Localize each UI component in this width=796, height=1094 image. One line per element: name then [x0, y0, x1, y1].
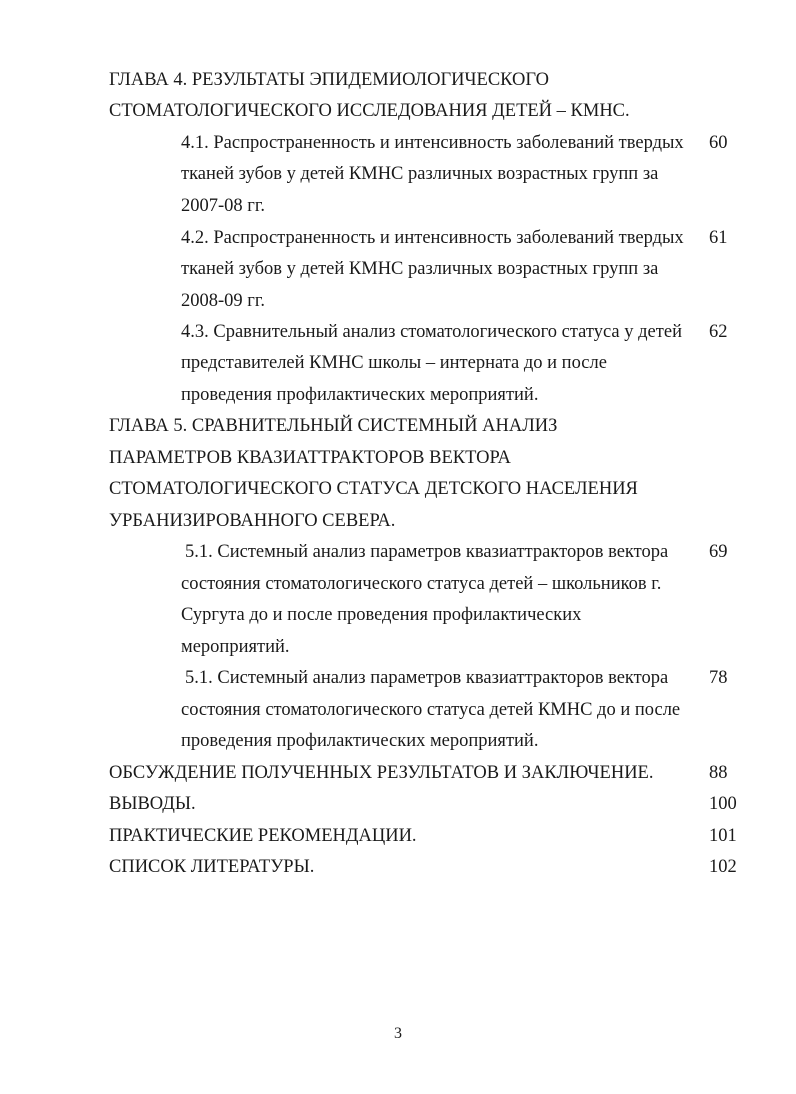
section-5-1b-line-3: проведения профилактических мероприятий.	[181, 731, 539, 751]
section-4-3-line-2: представителей КМНС школы – интерната до и после	[181, 353, 607, 373]
section-4-1-line-2: тканей зубов у детей КМНС различных возрастных групп за	[181, 164, 659, 184]
toc-conclusions: ВЫВОДЫ.	[109, 794, 196, 814]
section-5-1a-page: 69	[709, 542, 728, 562]
section-4-1-page: 60	[709, 133, 728, 153]
chapter-5-title-line-4: УРБАНИЗИРОВАННОГО СЕВЕРА.	[109, 511, 396, 531]
toc-references: СПИСОК ЛИТЕРАТУРЫ.	[109, 857, 315, 877]
toc-conclusions-page: 100	[709, 794, 737, 814]
chapter-4-title-line-2: СТОМАТОЛОГИЧЕСКОГО ИССЛЕДОВАНИЯ ДЕТЕЙ – КМНС.	[109, 101, 630, 121]
section-4-3-line-1: 4.3. Сравнительный анализ стоматологического статуса у детей	[181, 322, 682, 342]
section-4-1-line-1: 4.1. Распространенность и интенсивность заболеваний твердых	[181, 133, 684, 153]
section-4-2-page: 61	[709, 228, 728, 248]
section-4-2-line-1: 4.2. Распространенность и интенсивность заболеваний твердых	[181, 228, 684, 248]
toc-discussion: ОБСУЖДЕНИЕ ПОЛУЧЕННЫХ РЕЗУЛЬТАТОВ И ЗАКЛЮЧЕНИЕ.	[109, 763, 654, 783]
page-number: 3	[394, 1025, 402, 1042]
toc-discussion-page: 88	[709, 763, 728, 783]
section-4-1-line-3: 2007-08 гг.	[181, 196, 265, 216]
chapter-4-title-line-1: ГЛАВА 4. РЕЗУЛЬТАТЫ ЭПИДЕМИОЛОГИЧЕСКОГО	[109, 70, 550, 90]
section-4-3-line-3: проведения профилактических мероприятий.	[181, 385, 539, 405]
section-4-2-line-3: 2008-09 гг.	[181, 291, 265, 311]
section-5-1a-line-3: Сургута до и после проведения профилактических	[181, 605, 582, 625]
section-5-1a-line-1: 5.1. Системный анализ параметров квазиаттракторов вектора	[185, 542, 669, 562]
toc-recommendations: ПРАКТИЧЕСКИЕ РЕКОМЕНДАЦИИ.	[109, 826, 417, 846]
chapter-5-title-line-3: СТОМАТОЛОГИЧЕСКОГО СТАТУСА ДЕТСКОГО НАСЕЛЕНИЯ	[109, 479, 638, 499]
chapter-5-title-line-1: ГЛАВА 5. СРАВНИТЕЛЬНЫЙ СИСТЕМНЫЙ АНАЛИЗ	[109, 416, 558, 436]
section-5-1b-line-1: 5.1. Системный анализ параметров квазиаттракторов вектора	[185, 668, 669, 688]
toc-references-page: 102	[709, 857, 737, 877]
section-5-1b-line-2: состояния стоматологического статуса детей КМНС до и после	[181, 700, 681, 720]
section-5-1a-line-4: мероприятий.	[181, 637, 290, 657]
chapter-5-title-line-2: ПАРАМЕТРОВ КВАЗИАТТРАКТОРОВ ВЕКТОРА	[109, 448, 511, 468]
section-4-3-page: 62	[709, 322, 728, 342]
toc-recommendations-page: 101	[709, 826, 737, 846]
section-5-1b-page: 78	[709, 668, 728, 688]
section-4-2-line-2: тканей зубов у детей КМНС различных возрастных групп за	[181, 259, 659, 279]
section-5-1a-line-2: состояния стоматологического статуса детей – школьников г.	[181, 574, 662, 594]
